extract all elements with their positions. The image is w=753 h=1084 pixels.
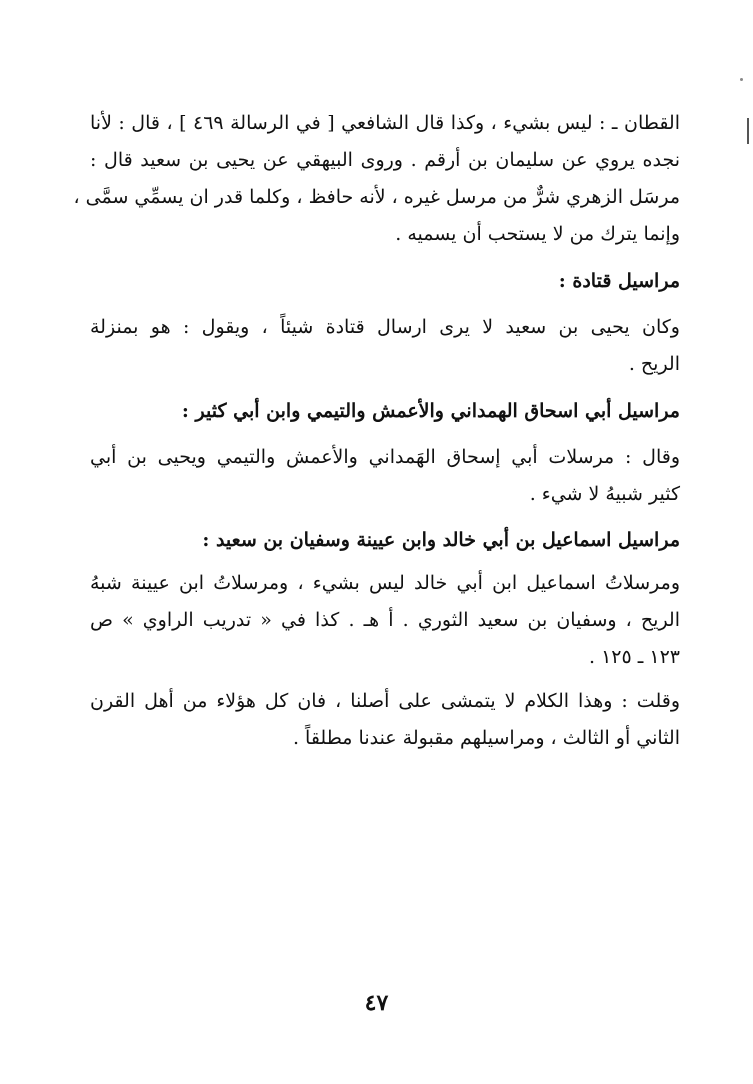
paragraph-4-line-2: الريح ، وسفيان بن سعيد الثوري . أ هـ . كذا في « تدريب الراوي » ص — [90, 609, 680, 631]
page-number: ٤٧ — [364, 990, 389, 1016]
paragraph-5-line-2: الثاني أو الثالث ، ومراسيلهم مقبولة عندنا مطلقاً . — [292, 727, 680, 749]
scan-edge-line — [747, 118, 749, 144]
paragraph-4-line-3: ١٢٣ ـ ١٢٥ . — [589, 646, 680, 668]
paragraph-1-line-1: القطان ـ : ليس بشيء ، وكذا قال الشافعي [ في الرسالة ٤٦٩ ] ، قال : لأنا — [90, 112, 680, 134]
section-heading-abi-ishaq: مراسيل أبي اسحاق الهمداني والأعمش والتيمي وابن أبي كثير : — [181, 400, 680, 422]
paragraph-1-line-3: مرسَل الزهري شرٌّ من مرسل غيره ، لأنه حافظ ، وكلما قدر ان يسمِّي سمَّى ، — [73, 186, 680, 208]
paragraph-3-line-2: كثير شبيهُ لا شيء . — [529, 483, 680, 505]
paragraph-5-line-1: وقلت : وهذا الكلام لا يتمشى على أصلنا ، فان كل هؤلاء من أهل القرن — [90, 690, 680, 712]
paragraph-4-line-1: ومرسلاتُ اسماعيل ابن أبي خالد ليس بشيء ، ومرسلاتُ ابن عيينة شبهُ — [90, 572, 680, 594]
paragraph-2-line-1: وكان يحيى بن سعيد لا يرى ارسال قتادة شيئاً ، ويقول : هو بمنزلة — [90, 316, 680, 338]
section-heading-qatada: مراسيل قتادة : — [558, 270, 680, 292]
paragraph-1-line-4: وإنما يترك من لا يستحب أن يسميه . — [395, 223, 680, 245]
paragraph-1-line-2: نجده يروي عن سليمان بن أرقم . وروى البيهقي عن يحيى بن سعيد قال : — [90, 149, 680, 171]
paragraph-3-line-1: وقال : مرسلات أبي إسحاق الهَمداني والأعمش والتيمي ويحيى بن أبي — [90, 446, 680, 468]
scan-mark — [740, 78, 743, 81]
section-heading-ismail: مراسيل اسماعيل بن أبي خالد وابن عيينة وسفيان بن سعيد : — [202, 529, 680, 551]
paragraph-2-line-2: الريح . — [628, 353, 680, 375]
